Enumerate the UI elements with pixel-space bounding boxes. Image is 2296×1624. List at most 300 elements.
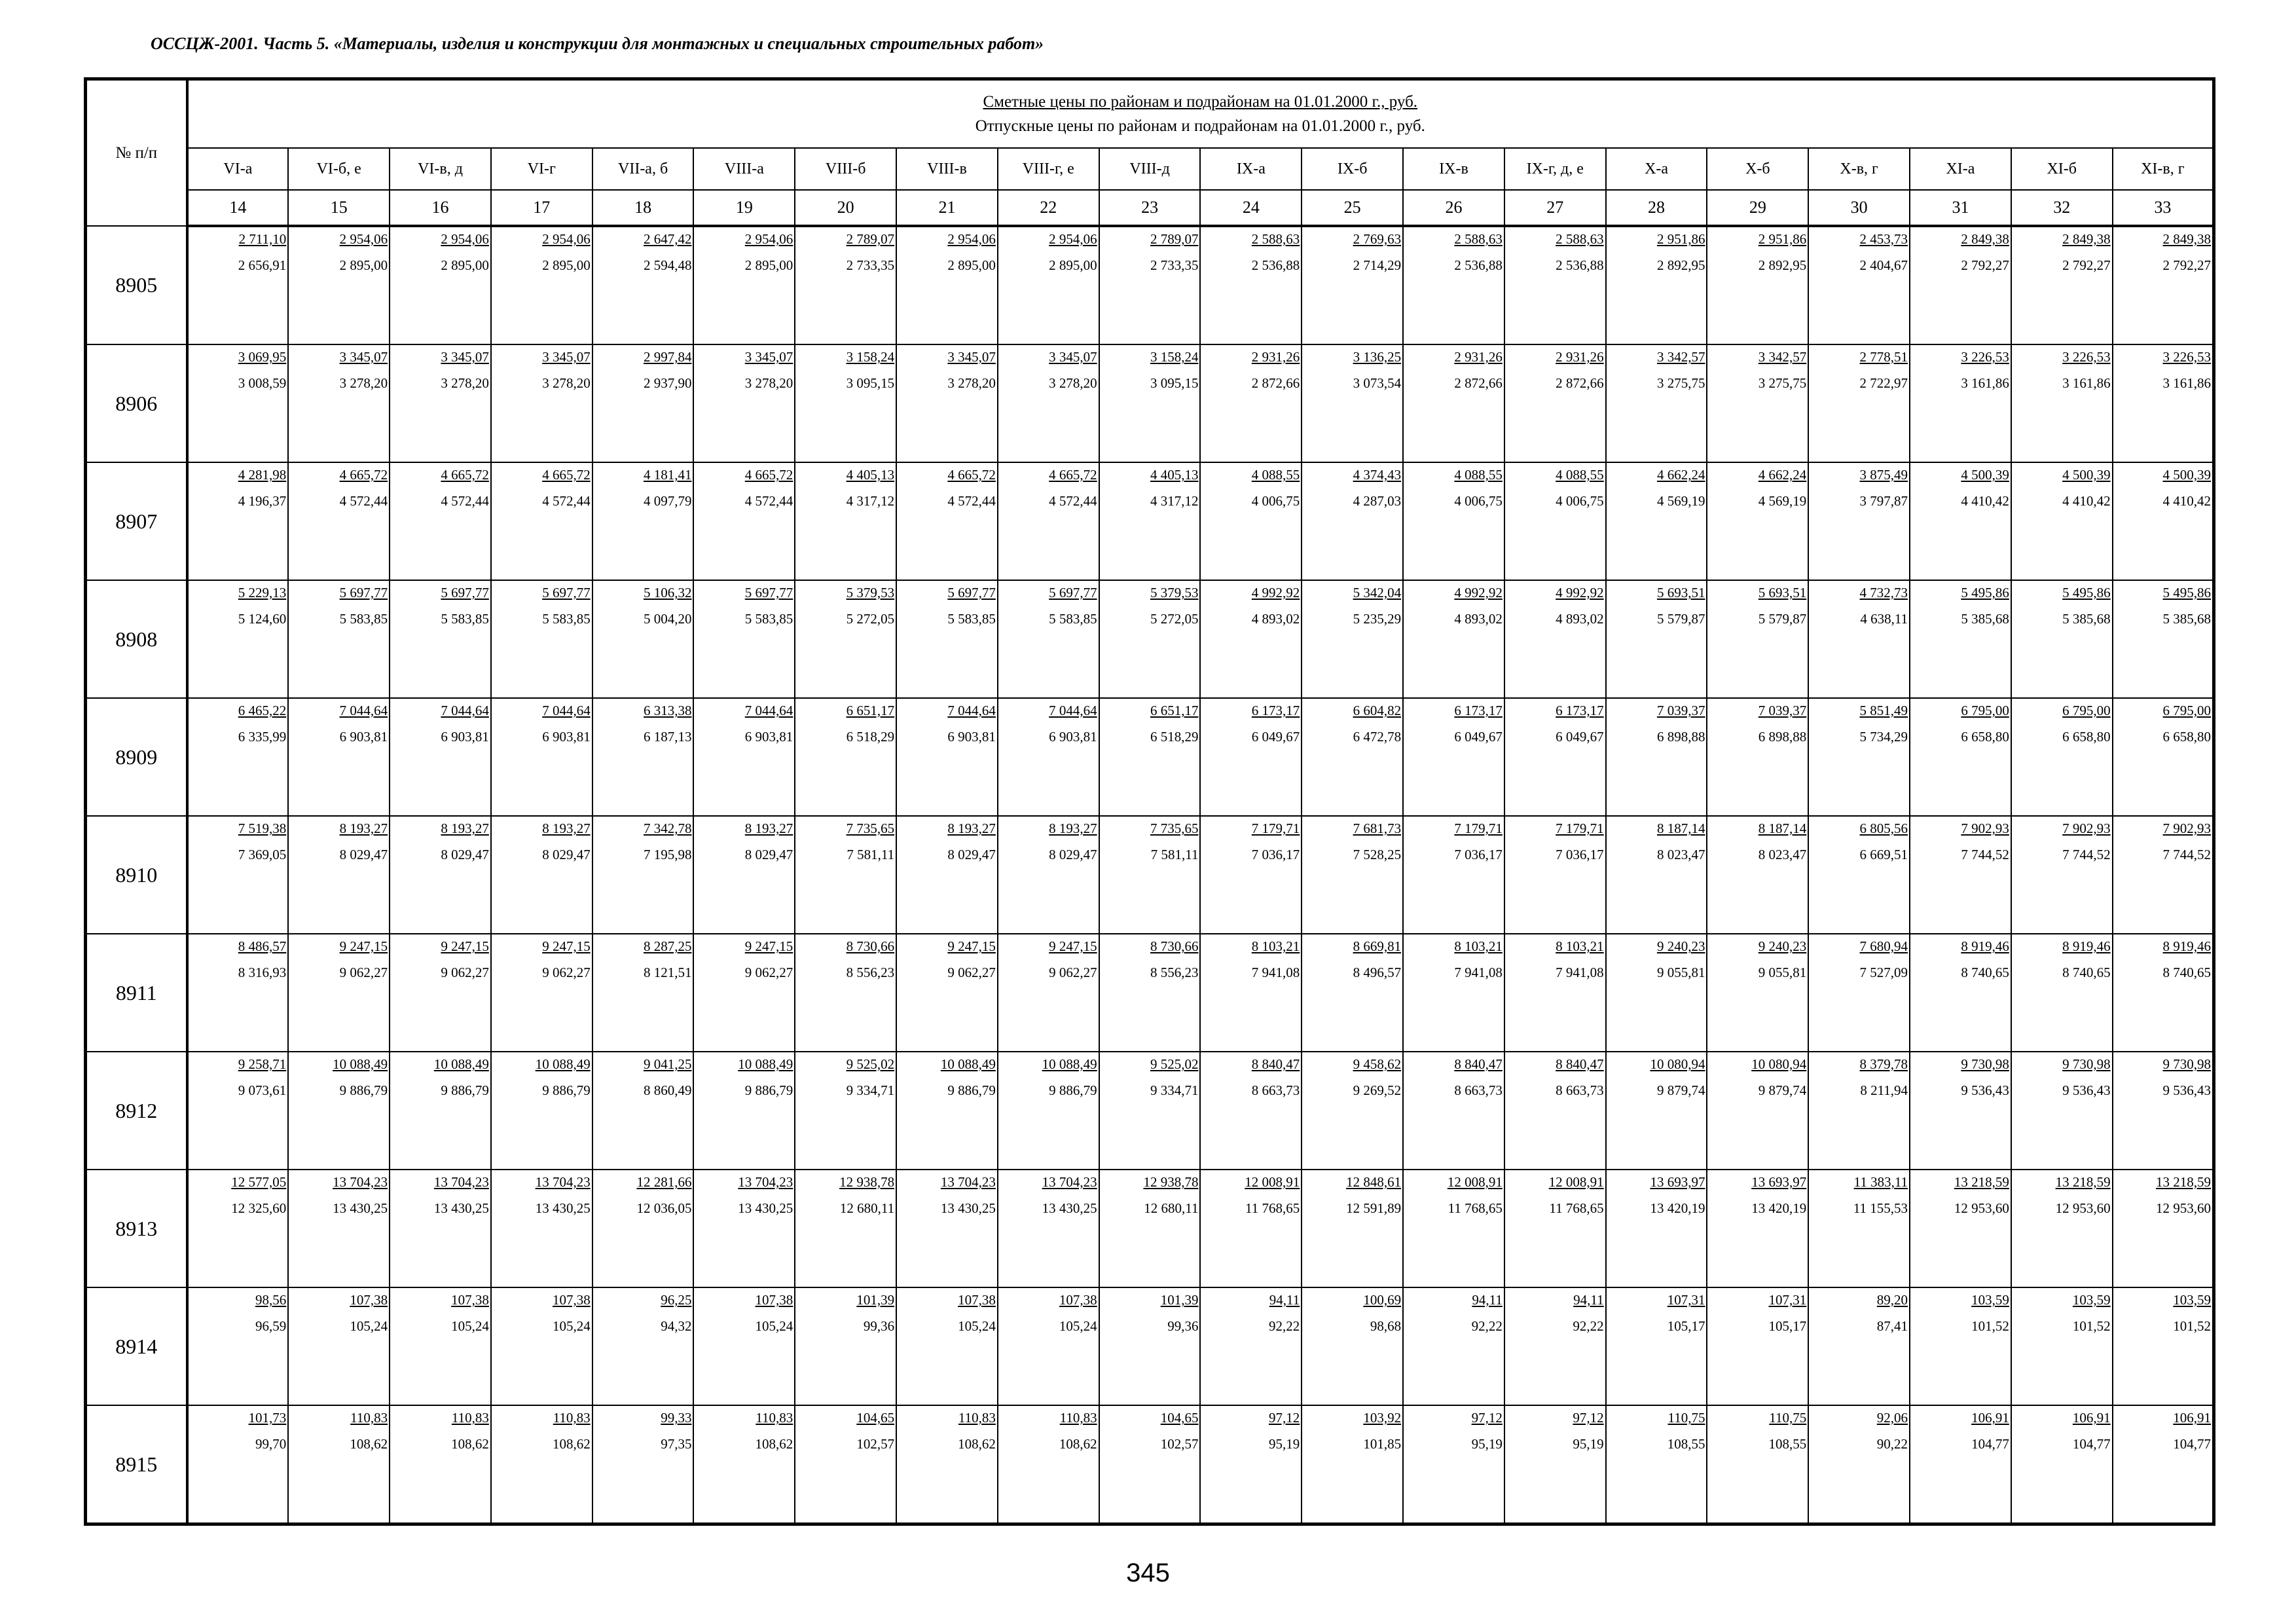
- release-price: 7 744,52: [2062, 847, 2111, 862]
- release-price: 12 953,60: [2156, 1200, 2212, 1216]
- release-price: 8 029,47: [947, 847, 996, 862]
- column-number: 23: [1099, 190, 1201, 226]
- region-header: IX-г, д, е: [1504, 148, 1606, 190]
- estimate-price: 10 080,94: [1751, 1056, 1807, 1072]
- estimate-price: 107,38: [958, 1292, 996, 1308]
- release-price: 99,70: [255, 1436, 287, 1452]
- price-cell: [693, 1405, 795, 1524]
- price-cell: [1707, 462, 1808, 580]
- release-price: 3 161,86: [2062, 375, 2111, 391]
- release-price: 3 008,59: [238, 375, 287, 391]
- price-cell: [491, 1052, 592, 1170]
- region-header: VI-б, е: [288, 148, 390, 190]
- price-cell: [1707, 934, 1808, 1052]
- release-price: 4 097,79: [643, 493, 692, 509]
- estimate-price: 6 173,17: [1556, 703, 1604, 718]
- estimate-price: 2 789,07: [846, 231, 895, 247]
- price-cell: [998, 462, 1099, 580]
- column-number: 14: [187, 190, 289, 226]
- price-cell: [1910, 698, 2011, 816]
- release-price: 5 385,68: [2062, 611, 2111, 627]
- estimate-price: 9 247,15: [441, 938, 489, 954]
- price-cell: [2011, 1170, 2113, 1287]
- column-number: 30: [1808, 190, 1910, 226]
- price-cell: [693, 580, 795, 698]
- estimate-price: 12 281,66: [636, 1174, 692, 1190]
- price-cell: [288, 226, 390, 344]
- column-number: 21: [896, 190, 998, 226]
- release-price: 2 872,66: [1454, 375, 1503, 391]
- estimate-price: 13 693,97: [1650, 1174, 1705, 1190]
- release-price: 104,77: [2072, 1436, 2111, 1452]
- estimate-price: 13 218,59: [1954, 1174, 2009, 1190]
- release-price: 9 334,71: [846, 1082, 895, 1098]
- region-header: VII-а, б: [592, 148, 694, 190]
- estimate-price: 4 665,72: [1049, 467, 1097, 483]
- table-row: [86, 226, 2214, 344]
- price-cell: [491, 580, 592, 698]
- release-price: 108,55: [1667, 1436, 1705, 1452]
- price-cell: [187, 816, 289, 934]
- price-cell: [1200, 698, 1302, 816]
- release-price: 105,17: [1768, 1318, 1807, 1334]
- release-price: 2 872,66: [1556, 375, 1604, 391]
- price-cell: [2113, 1405, 2214, 1524]
- estimate-price: 8 187,14: [1758, 821, 1807, 836]
- release-price: 9 062,27: [1049, 965, 1097, 980]
- release-price: 4 569,19: [1656, 493, 1705, 509]
- release-price: 2 404,67: [1859, 257, 1908, 273]
- estimate-price: 2 778,51: [1859, 349, 1908, 365]
- price-cell: [795, 462, 896, 580]
- release-price: 9 055,81: [1656, 965, 1705, 980]
- item-code: 8911: [86, 934, 187, 1052]
- release-price: 8 556,23: [846, 965, 895, 980]
- release-price: 6 903,81: [1049, 729, 1097, 745]
- item-code: 8915: [86, 1405, 187, 1524]
- price-cell: [896, 1170, 998, 1287]
- estimate-price: 6 173,17: [1251, 703, 1300, 718]
- estimate-price: 107,38: [451, 1292, 489, 1308]
- release-price: 3 278,20: [339, 375, 388, 391]
- estimate-price: 103,59: [2173, 1292, 2212, 1308]
- release-price: 4 572,44: [744, 493, 793, 509]
- estimate-price: 5 697,77: [339, 585, 388, 600]
- price-cell: [795, 1052, 896, 1170]
- release-price: 13 430,25: [940, 1200, 996, 1216]
- release-price: 5 579,87: [1758, 611, 1807, 627]
- release-price: 2 656,91: [238, 257, 287, 273]
- price-cell: [1200, 1287, 1302, 1405]
- table-row: [86, 1170, 2214, 1287]
- price-cell: [1302, 698, 1403, 816]
- price-cell: [998, 344, 1099, 462]
- release-price: 13 430,25: [433, 1200, 489, 1216]
- release-price: 8 556,23: [1150, 965, 1199, 980]
- release-price: 3 278,20: [947, 375, 996, 391]
- estimate-price: 9 730,98: [1961, 1056, 2009, 1072]
- price-cell: [491, 1287, 592, 1405]
- estimate-price: 6 795,00: [2062, 703, 2111, 718]
- release-price: 4 006,75: [1251, 493, 1300, 509]
- release-price: 5 583,85: [441, 611, 489, 627]
- price-cell: [2113, 816, 2214, 934]
- price-cell: [1302, 1170, 1403, 1287]
- price-cell: [1200, 1405, 1302, 1524]
- release-price: 87,41: [1876, 1318, 1908, 1334]
- estimate-price: 6 604,82: [1353, 703, 1402, 718]
- estimate-price: 103,92: [1363, 1410, 1402, 1426]
- price-cell: [1504, 1405, 1606, 1524]
- price-cell: [491, 1405, 592, 1524]
- estimate-price: 4 374,43: [1353, 467, 1402, 483]
- price-cell: [2011, 580, 2113, 698]
- estimate-price: 97,12: [1269, 1410, 1300, 1426]
- price-cell: [390, 1405, 491, 1524]
- estimate-price: 98,56: [255, 1292, 287, 1308]
- estimate-price: 5 495,86: [2162, 585, 2212, 600]
- table-row: [86, 1287, 2214, 1405]
- price-cell: [795, 816, 896, 934]
- price-cell: [1910, 1287, 2011, 1405]
- estimate-price: 7 044,64: [441, 703, 489, 718]
- estimate-price: 4 662,24: [1758, 467, 1807, 483]
- price-cell: [1910, 1170, 2011, 1287]
- estimate-price: 3 226,53: [1961, 349, 2009, 365]
- estimate-price: 3 342,57: [1656, 349, 1705, 365]
- price-cell: [1910, 226, 2011, 344]
- release-price: 7 528,25: [1353, 847, 1402, 862]
- price-cell: [1606, 1405, 1707, 1524]
- estimate-price: 94,11: [1573, 1292, 1604, 1308]
- price-cell: [288, 1287, 390, 1405]
- price-cell: [1403, 1405, 1504, 1524]
- price-cell: [2113, 462, 2214, 580]
- item-code: 8908: [86, 580, 187, 698]
- estimate-price: 2 951,86: [1656, 231, 1705, 247]
- release-price: 9 886,79: [947, 1082, 996, 1098]
- estimate-price: 8 193,27: [542, 821, 591, 836]
- release-price: 12 953,60: [1954, 1200, 2009, 1216]
- release-price: 7 941,08: [1251, 965, 1300, 980]
- release-price: 13 420,19: [1650, 1200, 1705, 1216]
- release-price: 4 893,02: [1251, 611, 1300, 627]
- estimate-price: 4 405,13: [846, 467, 895, 483]
- estimate-price: 5 851,49: [1859, 703, 1908, 718]
- release-price: 4 893,02: [1454, 611, 1503, 627]
- estimate-price: 5 229,13: [238, 585, 287, 600]
- estimate-price: 4 665,72: [542, 467, 591, 483]
- release-price: 8 496,57: [1353, 965, 1402, 980]
- estimate-price: 8 669,81: [1353, 938, 1402, 954]
- price-cell: [1504, 1052, 1606, 1170]
- release-price: 6 903,81: [441, 729, 489, 745]
- release-price: 4 410,42: [2162, 493, 2212, 509]
- item-code: 8905: [86, 226, 187, 344]
- estimate-price: 7 044,64: [744, 703, 793, 718]
- price-cell: [288, 344, 390, 462]
- release-price: 4 196,37: [238, 493, 287, 509]
- estimate-price: 2 789,07: [1150, 231, 1199, 247]
- estimate-price: 9 247,15: [339, 938, 388, 954]
- price-cell: [592, 462, 694, 580]
- release-price: 3 278,20: [441, 375, 489, 391]
- estimate-price: 5 379,53: [1150, 585, 1199, 600]
- release-price: 6 187,13: [643, 729, 692, 745]
- estimate-price: 4 665,72: [441, 467, 489, 483]
- estimate-price: 3 345,07: [947, 349, 996, 365]
- estimate-price: 4 665,72: [744, 467, 793, 483]
- item-code: 8914: [86, 1287, 187, 1405]
- release-price: 101,52: [2173, 1318, 2212, 1334]
- release-price: 2 536,88: [1454, 257, 1503, 273]
- estimate-price: 4 992,92: [1251, 585, 1300, 600]
- region-header: VIII-г, е: [998, 148, 1099, 190]
- estimate-price: 3 345,07: [744, 349, 793, 365]
- estimate-price: 101,73: [248, 1410, 287, 1426]
- price-cell: [1302, 1287, 1403, 1405]
- price-cell: [795, 580, 896, 698]
- estimate-price: 12 008,91: [1447, 1174, 1503, 1190]
- release-price: 13 420,19: [1751, 1200, 1807, 1216]
- price-cell: [1403, 1287, 1504, 1405]
- price-cell: [2011, 1287, 2113, 1405]
- estimate-price: 8 919,46: [2162, 938, 2212, 954]
- estimate-price: 4 088,55: [1454, 467, 1503, 483]
- release-price: 2 895,00: [339, 257, 388, 273]
- release-price: 11 768,65: [1549, 1200, 1604, 1216]
- release-price: 90,22: [1876, 1436, 1908, 1452]
- price-cell: [1302, 934, 1403, 1052]
- estimate-price: 8 103,21: [1454, 938, 1503, 954]
- price-cell: [288, 1170, 390, 1287]
- release-price: 2 733,35: [1150, 257, 1199, 273]
- price-cell: [187, 462, 289, 580]
- estimate-price: 101,39: [1160, 1292, 1199, 1308]
- price-cell: [1808, 462, 1910, 580]
- release-price: 9 062,27: [542, 965, 591, 980]
- release-price: 12 325,60: [231, 1200, 287, 1216]
- estimate-price: 2 931,26: [1556, 349, 1604, 365]
- price-cell: [1099, 226, 1201, 344]
- price-cell: [1707, 816, 1808, 934]
- price-cell: [1302, 462, 1403, 580]
- estimate-price: 2 849,38: [2162, 231, 2212, 247]
- estimate-price: 103,59: [2072, 1292, 2111, 1308]
- region-header: XI-б: [2011, 148, 2113, 190]
- estimate-price: 7 039,37: [1656, 703, 1705, 718]
- release-price: 5 583,85: [339, 611, 388, 627]
- item-code: 8906: [86, 344, 187, 462]
- price-cell: [1099, 1170, 1201, 1287]
- release-price: 11 155,53: [1853, 1200, 1908, 1216]
- price-cell: [998, 1170, 1099, 1287]
- price-cell: [288, 816, 390, 934]
- estimate-price: 7 681,73: [1353, 821, 1402, 836]
- price-cell: [2113, 1170, 2214, 1287]
- release-price: 8 023,47: [1656, 847, 1705, 862]
- estimate-price: 5 693,51: [1656, 585, 1705, 600]
- release-price: 3 095,15: [846, 375, 895, 391]
- price-cell: [1707, 1170, 1808, 1287]
- estimate-price: 7 902,93: [1961, 821, 2009, 836]
- estimate-price: 2 588,63: [1556, 231, 1604, 247]
- release-price: 102,57: [1160, 1436, 1199, 1452]
- price-cell: [2113, 1287, 2214, 1405]
- release-price: 8 023,47: [1758, 847, 1807, 862]
- release-price: 12 680,11: [839, 1200, 895, 1216]
- column-number: 28: [1606, 190, 1707, 226]
- release-price: 8 663,73: [1454, 1082, 1503, 1098]
- estimate-price: 4 665,72: [339, 467, 388, 483]
- price-cell: [1808, 816, 1910, 934]
- price-cell: [1707, 698, 1808, 816]
- estimate-price: 8 193,27: [441, 821, 489, 836]
- estimate-price: 2 588,63: [1251, 231, 1300, 247]
- price-cell: [390, 816, 491, 934]
- release-price: 2 714,29: [1353, 257, 1402, 273]
- price-cell: [1808, 934, 1910, 1052]
- release-price: 95,19: [1471, 1436, 1503, 1452]
- estimate-price: 4 665,72: [947, 467, 996, 483]
- price-cell: [1099, 698, 1201, 816]
- price-cell: [1504, 1287, 1606, 1405]
- price-cell: [390, 1170, 491, 1287]
- release-price: 92,22: [1269, 1318, 1300, 1334]
- release-price: 95,19: [1573, 1436, 1604, 1452]
- release-price: 8 316,93: [238, 965, 287, 980]
- price-cell: [390, 934, 491, 1052]
- estimate-price: 104,65: [856, 1410, 895, 1426]
- price-cell: [1808, 226, 1910, 344]
- release-price: 4 572,44: [947, 493, 996, 509]
- price-cell: [896, 1052, 998, 1170]
- price-cell: [896, 226, 998, 344]
- release-price: 6 669,51: [1859, 847, 1908, 862]
- price-cell: [1200, 1170, 1302, 1287]
- estimate-price: 100,69: [1363, 1292, 1402, 1308]
- estimate-price: 2 954,06: [441, 231, 489, 247]
- price-cell: [2011, 344, 2113, 462]
- estimate-price: 8 193,27: [1049, 821, 1097, 836]
- price-cell: [1099, 580, 1201, 698]
- estimate-price: 3 875,49: [1859, 467, 1908, 483]
- release-price-title: Отпускные цены по районам и подрайонам на 01.01.2000 г., руб.: [975, 117, 1425, 135]
- estimate-price: 8 287,25: [643, 938, 692, 954]
- estimate-price: 8 730,66: [846, 938, 895, 954]
- release-price: 8 121,51: [643, 965, 692, 980]
- price-cell: [795, 934, 896, 1052]
- item-code: 8912: [86, 1052, 187, 1170]
- estimate-price: 2 954,06: [542, 231, 591, 247]
- price-cell: [1403, 934, 1504, 1052]
- estimate-price: 97,12: [1471, 1410, 1503, 1426]
- item-code: 8913: [86, 1170, 187, 1287]
- release-price: 97,35: [661, 1436, 692, 1452]
- release-price: 3 278,20: [744, 375, 793, 391]
- table-row: [86, 698, 2214, 816]
- price-cell: [1910, 1052, 2011, 1170]
- estimate-price: 106,91: [1971, 1410, 2009, 1426]
- price-cell: [1606, 1052, 1707, 1170]
- release-price: 6 335,99: [238, 729, 287, 745]
- estimate-price: 107,38: [755, 1292, 793, 1308]
- price-cell: [998, 226, 1099, 344]
- price-cell: [2011, 698, 2113, 816]
- estimate-price: 9 247,15: [1049, 938, 1097, 954]
- release-price: 6 903,81: [744, 729, 793, 745]
- estimate-price: 5 697,77: [542, 585, 591, 600]
- estimate-price: 4 732,73: [1859, 585, 1908, 600]
- estimate-price: 110,75: [1667, 1410, 1705, 1426]
- price-cell: [390, 580, 491, 698]
- estimate-price: 13 693,97: [1751, 1174, 1807, 1190]
- estimate-price: 10 088,49: [940, 1056, 996, 1072]
- price-cell: [187, 1405, 289, 1524]
- estimate-price: 8 103,21: [1251, 938, 1300, 954]
- estimate-price: 7 044,64: [1049, 703, 1097, 718]
- estimate-price-title: Сметные цены по районам и подрайонам на 01.01.2000 г., руб.: [983, 93, 1418, 111]
- price-cell: [2011, 1405, 2113, 1524]
- price-cell: [1910, 1405, 2011, 1524]
- estimate-price: 4 992,92: [1556, 585, 1604, 600]
- release-price: 9 886,79: [542, 1082, 591, 1098]
- table-row: [86, 1405, 2214, 1524]
- region-header: XI-в, г: [2113, 148, 2214, 190]
- estimate-price: 8 187,14: [1656, 821, 1705, 836]
- region-header: IX-а: [1200, 148, 1302, 190]
- estimate-price: 110,75: [1769, 1410, 1807, 1426]
- release-price: 9 062,27: [339, 965, 388, 980]
- estimate-price: 107,31: [1667, 1292, 1705, 1308]
- estimate-price: 3 158,24: [846, 349, 895, 365]
- price-cell: [1707, 344, 1808, 462]
- table-row: [86, 1052, 2214, 1170]
- price-cell: [693, 1052, 795, 1170]
- estimate-price: 9 240,23: [1656, 938, 1705, 954]
- release-price: 5 579,87: [1656, 611, 1705, 627]
- release-price: 105,17: [1667, 1318, 1705, 1334]
- price-cell: [1606, 344, 1707, 462]
- price-cell: [1200, 580, 1302, 698]
- release-price: 5 583,85: [542, 611, 591, 627]
- release-price: 8 029,47: [1049, 847, 1097, 862]
- price-cell: [2113, 934, 2214, 1052]
- release-price: 5 385,68: [2162, 611, 2212, 627]
- price-cell: [1099, 934, 1201, 1052]
- price-cell: [1707, 1052, 1808, 1170]
- price-cell: [1808, 344, 1910, 462]
- release-price: 12 591,89: [1346, 1200, 1402, 1216]
- estimate-price: 4 405,13: [1150, 467, 1199, 483]
- price-cell: [1403, 344, 1504, 462]
- price-cell: [1606, 462, 1707, 580]
- release-price: 9 886,79: [744, 1082, 793, 1098]
- release-price: 3 275,75: [1656, 375, 1705, 391]
- price-cell: [693, 934, 795, 1052]
- release-price: 9 536,43: [1961, 1082, 2009, 1098]
- release-price: 108,62: [350, 1436, 388, 1452]
- estimate-price: 106,91: [2173, 1410, 2212, 1426]
- price-cell: [2011, 816, 2113, 934]
- estimate-price: 5 697,77: [1049, 585, 1097, 600]
- release-price: 2 792,27: [1961, 257, 2009, 273]
- release-price: 6 049,67: [1454, 729, 1503, 745]
- release-price: 101,85: [1363, 1436, 1402, 1452]
- estimate-price: 7 044,64: [339, 703, 388, 718]
- price-cell: [592, 1287, 694, 1405]
- release-price: 6 903,81: [542, 729, 591, 745]
